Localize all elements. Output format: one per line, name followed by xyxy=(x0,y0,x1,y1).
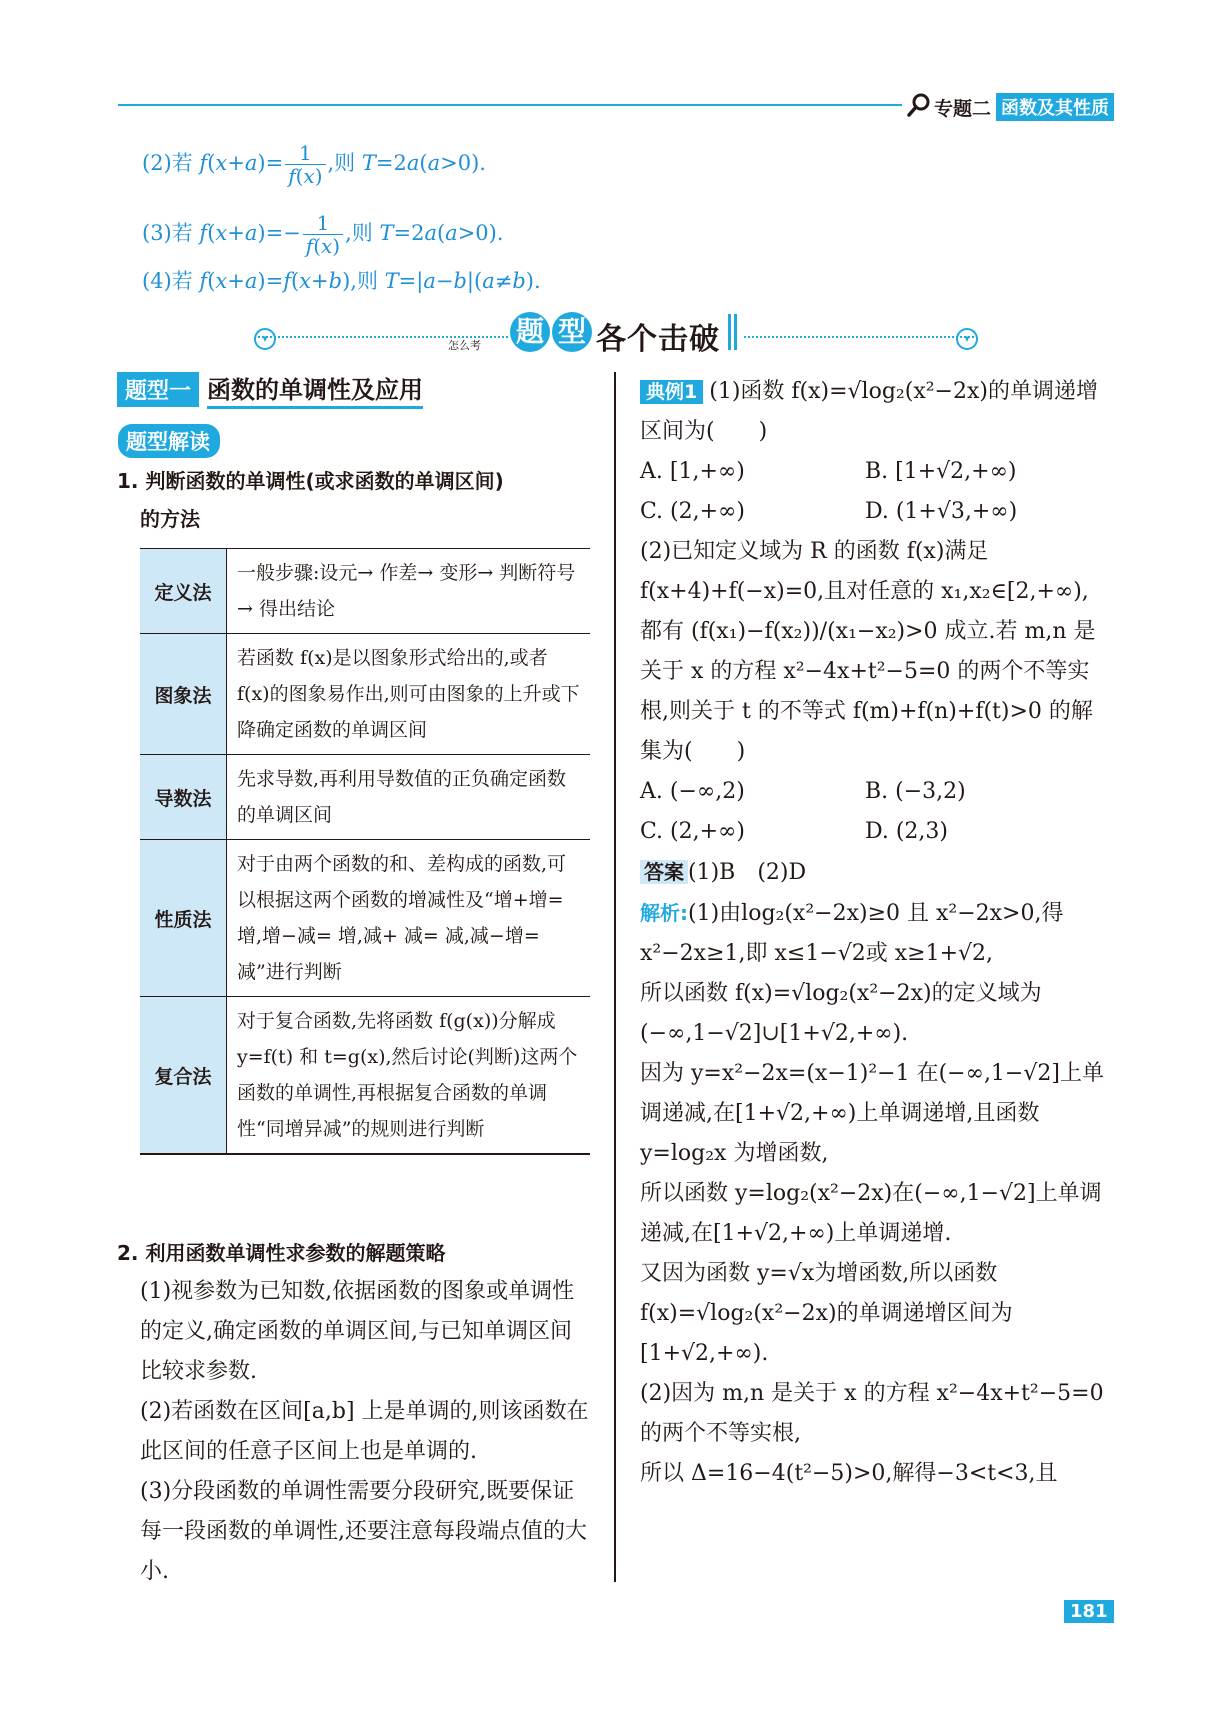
periodic-line-3: (3)若 f(x+a)=− $\frac{1}{f(x)}$ ,则 T=2a(a>0). xyxy=(142,211,504,258)
question-2: (2)已知定义域为 R 的函数 f(x)满足 f(x+4)+f(−x)=0,且对任意的 x₁,x₂∈[2,+∞),都有 (f(x₁)−f(x₂))/(x₁−x₂)>0 成立.若 m,n 是关于 x 的方程 x²−4x+t²−5=0 的两个不等实根,则关于 t 的不等式 f(m)+f(n)+f(t)>0 的解集为( ) xyxy=(640,539,1096,764)
method-desc: 对于由两个函数的和、差构成的函数,可以根据这两个函数的增减性及“增+增= 增,增−减= 增,减+ 减= 减,减−增= 减”进行判断 xyxy=(227,840,591,997)
strategy-paragraphs xyxy=(140,1272,592,1592)
banner-bar xyxy=(734,314,737,350)
method-name: 复合法 xyxy=(140,997,227,1155)
header-rule xyxy=(118,104,902,106)
banner-bubble-1: 题 xyxy=(510,312,550,352)
section-tag: 题型一 xyxy=(117,372,199,407)
answer-line xyxy=(640,852,1110,893)
options-row xyxy=(640,492,1110,532)
table-row xyxy=(140,755,590,840)
table-row xyxy=(140,997,590,1155)
question-1 xyxy=(640,372,1110,452)
option: C. (2,+∞) xyxy=(640,819,745,844)
options-row xyxy=(640,452,1110,492)
header-tag: 函数及其性质 xyxy=(996,93,1114,121)
banner-dotted-right xyxy=(744,336,974,338)
answer-tag: 答案 xyxy=(640,860,688,884)
heading-1: 1. 判断函数的单调性(或求函数的单调区间) xyxy=(117,469,504,493)
option: B. (−3,2) xyxy=(865,779,966,804)
method-name: 性质法 xyxy=(140,840,227,997)
solution-tag: 解析: xyxy=(640,901,688,925)
sub-tag: 题型解读 xyxy=(118,424,220,458)
option: D. (2,3) xyxy=(865,819,948,844)
header-topic: 专题二 xyxy=(934,98,992,120)
option: C. (2,+∞) xyxy=(640,499,745,524)
options-row xyxy=(640,812,1110,852)
heading-2: 2. 利用函数单调性求参数的解题策略 xyxy=(117,1241,446,1265)
option: B. [1+√2,+∞) xyxy=(865,459,1017,484)
option: D. (1+√3,+∞) xyxy=(865,499,1018,524)
banner-bar xyxy=(728,314,731,350)
banner-small-text: 怎么考 xyxy=(448,339,481,352)
heading-1b: 的方法 xyxy=(140,507,200,531)
solution-line: (2)因为 m,n 是关于 x 的方程 x²−4x+t²−5=0 的两个不等实根, xyxy=(640,1381,1104,1446)
example-1 xyxy=(640,372,1110,1494)
strategy-para: (1)视参数为已知数,依据函数的图象或单调性的定义,确定函数的单调区间,与已知单调区间比较求参数. xyxy=(140,1279,575,1384)
banner-bubble-2: 型 xyxy=(552,312,592,352)
solution-text: (1)由log₂(x²−2x)≥0 且 x²−2x>0,得 x²−2x≥1,即 x≤1−√2或 x≥1+√2, xyxy=(640,901,1064,966)
solution-line: 所以函数 f(x)=√log₂(x²−2x)的定义域为(−∞,1−√2]∪[1+√2,+∞). xyxy=(640,981,1042,1046)
method-desc: 一般步骤:设元→ 作差→ 变形→ 判断符号→ 得出结论 xyxy=(227,549,591,634)
periodic-line-4: (4)若 f(x+a)=f(x+b),则 T=|a−b|(a≠b). xyxy=(142,269,541,293)
magnifier-icon xyxy=(906,92,932,118)
banner-title: 各个击破 xyxy=(596,322,720,357)
option: A. (−∞,2) xyxy=(640,779,745,804)
section-name: 函数的单调性及应用 xyxy=(207,370,423,409)
method-desc: 若函数 f(x)是以图象形式给出的,或者 f(x)的图象易作出,则可由图象的上升或下降确定函数的单调区间 xyxy=(227,634,591,755)
solution-line: 因为 y=x²−2x=(x−1)²−1 在(−∞,1−√2]上单调递减,在[1+√2,+∞)上单调递增,且函数 y=log₂x 为增函数, xyxy=(640,1061,1104,1166)
strategy-para: (3)分段函数的单调性需要分段研究,既要保证每一段函数的单调性,还要注意每段端点值的大小. xyxy=(140,1479,587,1584)
options-row xyxy=(640,772,1110,812)
column-divider xyxy=(614,372,616,1582)
section-title xyxy=(117,372,423,406)
strategy-para: (2)若函数在区间[a,b] 上是单调的,则该函数在此区间的任意子区间上也是单调的. xyxy=(140,1399,589,1464)
table-row xyxy=(140,840,590,997)
method-name: 图象法 xyxy=(140,634,227,755)
table-row xyxy=(140,549,590,634)
solution-line xyxy=(640,893,1110,974)
method-name: 定义法 xyxy=(140,549,227,634)
solution-line: 又因为函数 y=√x为增函数,所以函数f(x)=√log₂(x²−2x)的单调递增区间为[1+√2,+∞). xyxy=(640,1261,1013,1366)
question-1-text: (1)函数 f(x)=√log₂(x²−2x)的单调递增区间为( ) xyxy=(640,379,1098,444)
chevron-down-icon: ▾ xyxy=(254,328,276,350)
option: A. [1,+∞) xyxy=(640,459,745,484)
table-row xyxy=(140,634,590,755)
chevron-down-icon: ▾ xyxy=(956,328,978,350)
solution-line: 所以 Δ=16−4(t²−5)>0,解得−3<t<3,且 xyxy=(640,1461,1058,1486)
page-number: 181 xyxy=(1064,1600,1114,1623)
answer-text: (1)B (2)D xyxy=(688,860,807,885)
methods-table xyxy=(140,548,590,1155)
method-name: 导数法 xyxy=(140,755,227,840)
method-desc: 先求导数,再利用导数值的正负确定函数的单调区间 xyxy=(227,755,591,840)
method-desc: 对于复合函数,先将函数 f(g(x))分解成 y=f(t) 和 t=g(x),然后讨论(判断)这两个函数的单调性,再根据复合函数的单调性“同增异减”的规则进行判断 xyxy=(227,997,591,1155)
periodic-line-2: (2)若 f(x+a)= $\frac{1}{f(x)}$ ,则 T=2a(a>0). xyxy=(142,141,486,188)
solution-line: 所以函数 y=log₂(x²−2x)在(−∞,1−√2]上单调递减,在[1+√2,+∞)上单调递增. xyxy=(640,1181,1102,1246)
example-tag: 典例1 xyxy=(640,380,703,404)
